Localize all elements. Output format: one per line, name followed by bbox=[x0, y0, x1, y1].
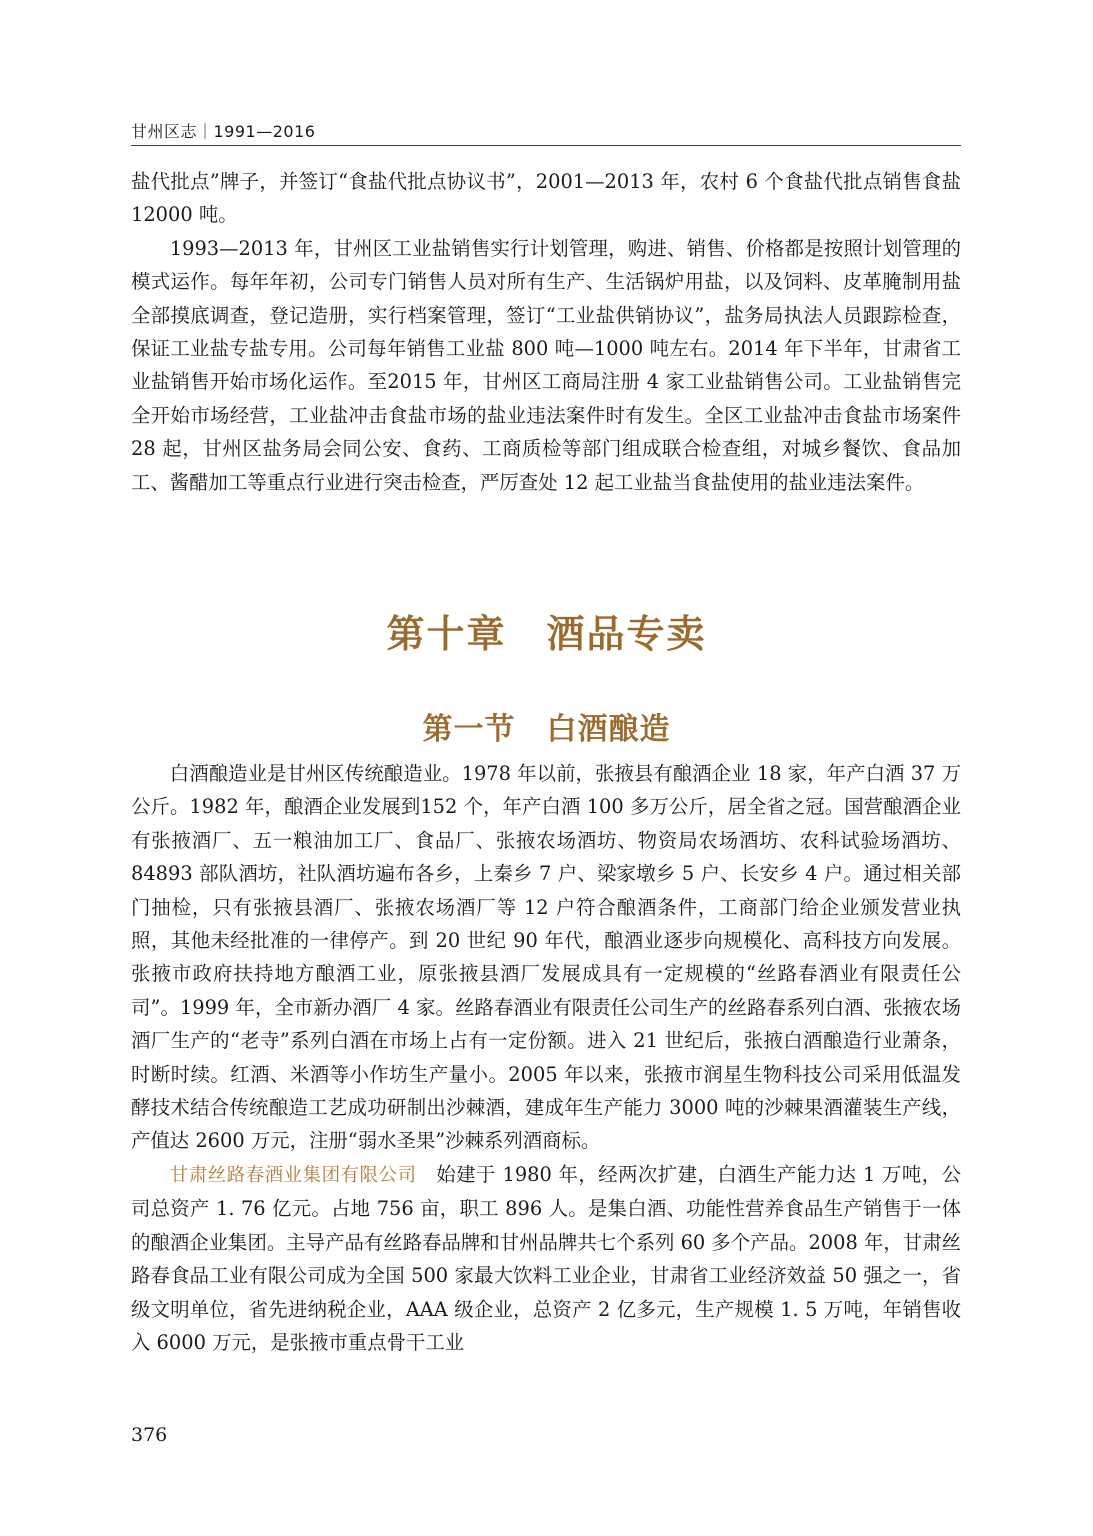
entry-title: 甘肃丝路春酒业集团有限公司 bbox=[169, 1164, 417, 1186]
page-number: 376 bbox=[131, 1424, 168, 1446]
section-title: 第一节 白酒酿造 bbox=[422, 711, 671, 747]
entry-text: 始建于 1980 年，经两次扩建，白酒生产能力达 1 万吨，公司总资产 1. 76 亿元。占地 756 亩，职工 896 人。是集白酒、功能性营养食品生产销售于一体的酿酒企业集团。主导产品有丝路春品牌和甘州品牌共七个系列 60 多个产品。2008 年，甘肃丝路春食品工业有限公司成为全国 500 家最大饮料工业企业，甘肃省工业经济效益 50 强之一，省级文明单位，省先进纳税企业，AAA 级企业，总资产 2 亿多元，生产规模 1. 5 万吨，年销售收入 6000 万元，是张掖市重点骨干工业 bbox=[131, 1162, 961, 1354]
section-text-block bbox=[131, 757, 961, 1359]
running-head bbox=[131, 122, 961, 146]
top-text-block bbox=[131, 165, 961, 499]
chapter-title: 第十章 酒品专卖 bbox=[386, 612, 707, 657]
running-head-text: 甘州区志｜1991—2016 bbox=[131, 122, 316, 141]
body-paragraph: 白酒酿造业是甘州区传统酿造业。1978 年以前，张掖县有酿酒企业 18 家，年产白酒 37 万公斤。1982 年，酿酒企业发展到152 个，年产白酒 100 多万公斤，居全省之冠。国营酿酒企业有张掖酒厂、五一粮油加工厂、食品厂、张掖农场酒坊、物资局农场酒坊、农科试验场酒坊、84893 部队酒坊，社队酒坊遍布各乡，上秦乡 7 户、梁家墩乡 5 户、长安乡 4 户。通过相关部门抽检，只有张掖县酒厂、张掖农场酒厂等 12 户符合酿酒条件，工商部门给企业颁发营业执照，其他未经批准的一律停产。到 20 世纪 90 年代，酿酒业逐步向规模化、高科技方向发展。张掖市政府扶持地方酿酒工业，原张掖县酒厂发展成具有一定规模的“丝路春酒业有限责任公司”。1999 年，全市新办酒厂 4 家。丝路春酒业有限责任公司生产的丝路春系列白酒、张掖农场酒厂生产的“老寺”系列白酒在市场上占有一定份额。进入 21 世纪后，张掖白酒酿造行业萧条，时断时续。红酒、米酒等小作坊生产量小。2005 年以来，张掖市润星生物科技公司采用低温发酵技术结合传统酿造工艺成功研制出沙棘酒，建成年生产能力 3000 吨的沙棘果酒灌装生产线，产值达 2600 万元，注册“弱水圣果”沙棘系列酒商标。 bbox=[131, 762, 961, 1153]
entry-paragraph bbox=[131, 1158, 961, 1359]
body-paragraph: 1993—2013 年，甘州区工业盐销售实行计划管理，购进、销售、价格都是按照计划管理的模式运作。每年年初，公司专门销售人员对所有生产、生活锅炉用盐，以及饲料、皮革腌制用盐全部摸底调查，登记造册，实行档案管理，签订“工业盐供销协议”，盐务局执法人员跟踪检查，保证工业盐专盐专用。公司每年销售工业盐 800 吨—1000 吨左右。2014 年下半年，甘肃省工业盐销售开始市场化运作。至2015 年，甘州区工商局注册 4 家工业盐销售公司。工业盐销售完全开始市场经营，工业盐冲击食盐市场的盐业违法案件时有发生。全区工业盐冲击食盐市场案件 28 起，甘州区盐务局会同公安、食药、工商质检等部门组成联合检查组，对城乡餐饮、食品加工、酱醋加工等重点行业进行突击检查，严厉查处 12 起工业盐当食盐使用的盐业违法案件。 bbox=[131, 236, 961, 494]
body-paragraph: 盐代批点”牌子，并签订“食盐代批点协议书”，2001—2013 年，农村 6 个食盐代批点销售食盐 12000 吨。 bbox=[131, 170, 961, 227]
